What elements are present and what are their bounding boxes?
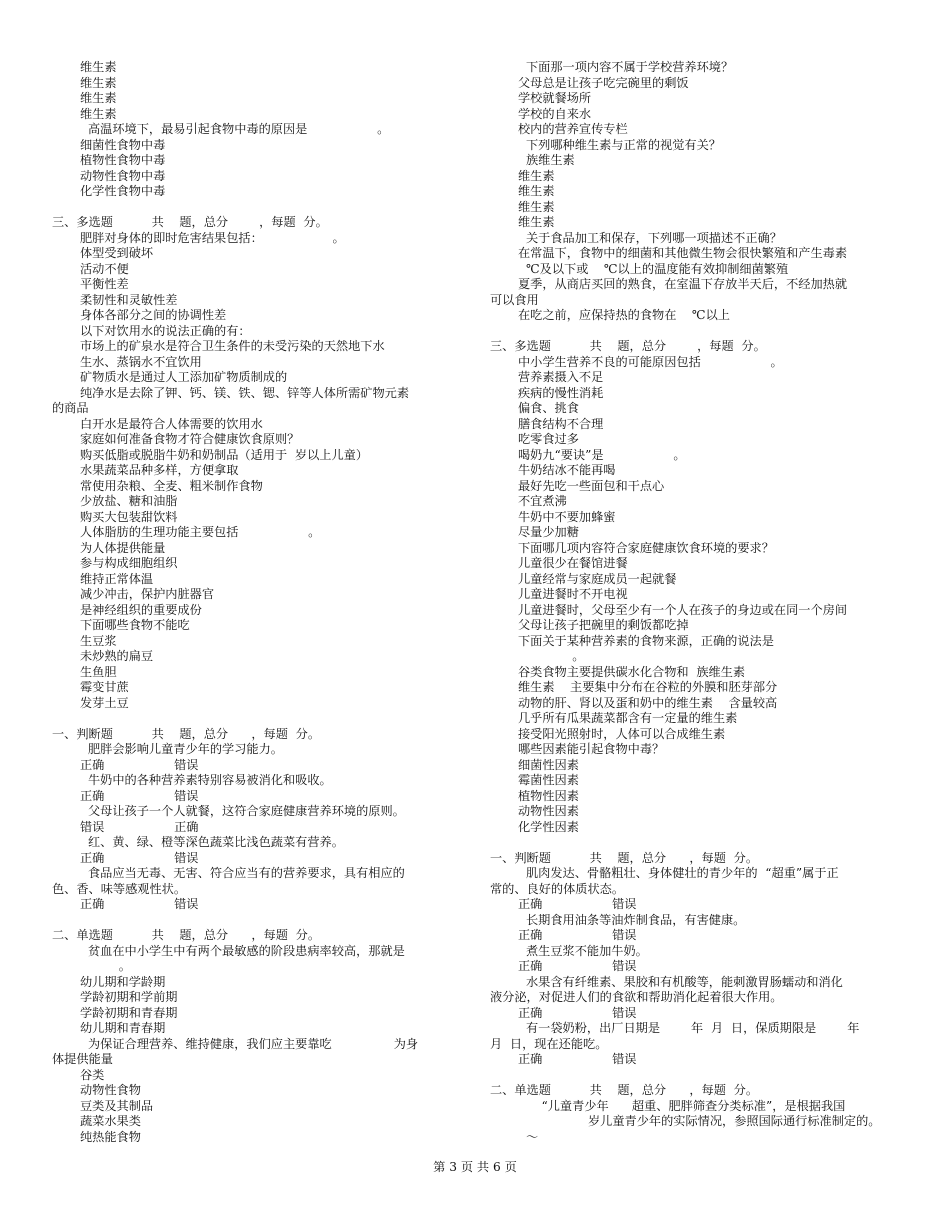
text-line: 平衡性差: [80, 277, 129, 291]
text-line: 体型受到破坏: [80, 246, 154, 260]
text-line: 家庭如何准备食物才符合健康饮食原则？: [80, 432, 300, 446]
text-line: 下面那一项内容不属于学校营养环境？: [526, 60, 734, 74]
text-line: 细菌性食物中毒: [80, 137, 166, 152]
text-line: 牛奶中的各种营养素特别容易被消化和吸收。: [88, 773, 332, 787]
text-line: 。: [80, 959, 131, 973]
text-line: 柔韧性和灵敏性差: [80, 292, 178, 307]
text-line: 为人体提供能量: [80, 540, 166, 555]
text-line: 少放盐、糖和油脂: [80, 494, 178, 508]
right-column: [490, 60, 908, 1145]
text-line: 液分泌，对促进人们的食欲和帮助消化起着很大作用。: [490, 990, 783, 1004]
text-line: 维持正常体温: [80, 571, 154, 586]
text-line: 是神经组织的重要成份: [80, 602, 202, 617]
text-line: 发芽土豆: [80, 695, 129, 710]
text-line: 维生素: [518, 215, 555, 229]
text-line: 三、多选题 共 题，总分 ，每题 分。: [52, 215, 328, 229]
text-line: 正确 错误: [80, 788, 199, 803]
text-line: 学校就餐场所: [518, 91, 592, 105]
spacer: [490, 324, 908, 340]
text-line: 三、多选题 共 题，总分 ，每题 分。: [490, 339, 766, 353]
spacer: [52, 913, 470, 929]
text-line: 儿童很少在餐馆进餐: [518, 556, 628, 570]
text-line: 正确 错误: [80, 757, 199, 772]
text-line: 幼儿期和青春期: [80, 1021, 166, 1035]
text-line: 水果蔬菜品种多样，方便拿取: [80, 463, 239, 477]
text-line: 身体各部分之间的协调性差: [80, 308, 227, 322]
spacer: [490, 1068, 908, 1084]
text-line: 矿物质水是通过人工添加矿物质制成的: [80, 370, 288, 384]
text-line: 下面关于某种营养素的食物来源，正确的说法是: [518, 633, 774, 648]
text-line: 喝奶九“要诀”是 。: [518, 447, 686, 462]
text-line: 维生素: [518, 168, 555, 183]
text-line: 未炒熟的扁豆: [80, 649, 154, 663]
text-line: 霉菌性因素: [518, 773, 579, 787]
text-line: 幼儿期和学龄期: [80, 974, 166, 989]
text-line: 一、判断题 共 题，总分 ，每题 分。: [52, 726, 321, 741]
text-line: 正确 错误: [80, 850, 199, 865]
text-line: 校内的营养宣传专栏: [518, 122, 628, 136]
text-line: 错误 正确: [80, 819, 199, 834]
text-line: 。: [518, 649, 585, 663]
text-line: 营养素摄入不足: [518, 370, 604, 384]
text-line: 有一袋奶粉，出厂日期是 年 月 日，保质期限是 年: [526, 1021, 860, 1035]
text-line: 中小学生营养不良的可能原因包括 。: [518, 354, 783, 369]
text-line: 为保证合理营养、维持健康，我们应主要靠吃 为身: [88, 1036, 419, 1051]
text-line: 学龄初期和学前期: [80, 990, 178, 1004]
text-line: 正确 错误: [518, 1052, 637, 1066]
text-line: 尽量少加糖: [518, 525, 579, 539]
text-line: 学校的自来水: [518, 106, 592, 121]
text-line: 动物性食物中毒: [80, 168, 166, 183]
page-footer: 第 3 页 共 6 页: [433, 1160, 517, 1174]
text-line: 维生素: [518, 184, 555, 198]
text-line: 肥胖会影响儿童青少年的学习能力。: [88, 742, 283, 756]
text-line: 肥胖对身体的即时危害结果包括： 。: [80, 230, 345, 245]
text-line: 食品应当无毒、无害、符合应当有的营养要求，具有相应的: [88, 866, 405, 880]
text-line: 细菌性因素: [518, 757, 579, 772]
text-line: 维生素: [80, 106, 117, 121]
text-line: 减少冲击，保护内脏器官: [80, 587, 215, 601]
text-line: 植物性因素: [518, 788, 579, 803]
text-line: 购买低脂或脱脂牛奶和奶制品（适用于 岁以上儿童）: [80, 447, 369, 462]
text-line: 高温环境下，最易引起食物中毒的原因是 。: [88, 122, 390, 136]
text-line: 生水、蒸锅水不宜饮用: [80, 354, 202, 369]
text-line: 肌肉发达、骨骼粗壮、身体健壮的青少年的 “超重”属于正: [526, 866, 839, 880]
spacer: [490, 835, 908, 851]
text-line: 市场上的矿泉水是符合卫生条件的未受污染的天然地下水: [80, 339, 385, 353]
text-line: 人体脂肪的生理功能主要包括 。: [80, 525, 321, 539]
text-line: 活动不便: [80, 261, 129, 276]
text-line: 水果含有纤维素、果胶和有机酸等，能刺激胃肠蠕动和消化: [526, 974, 843, 989]
text-line: 长期食用油条等油炸制食品，有害健康。: [526, 912, 746, 927]
text-line: 生豆浆: [80, 633, 117, 648]
text-line: 维生素: [80, 75, 117, 90]
text-line: 常的、良好的体质状态。: [490, 881, 625, 896]
text-line: “儿童青少年 超重、肥胖筛查分类标准”，是根据我国: [526, 1098, 846, 1113]
text-line: 下列哪种维生素与正常的视觉有关？: [526, 137, 721, 152]
text-line: 蔬菜水果类: [80, 1114, 141, 1128]
text-line: ～: [526, 1129, 539, 1144]
text-line: 在常温下，食物中的细菌和其他微生物会很快繁殖和产生毒素: [518, 246, 848, 260]
text-line: 关于食品加工和保存，下列哪一项描述不正确？: [526, 230, 782, 245]
text-line: 纯净水是去除了钾、钙、镁、铁、锶、锌等人体所需矿物元素: [80, 385, 410, 400]
text-line: 哪些因素能引起食物中毒？: [518, 742, 665, 756]
text-line: 儿童进餐时不开电视: [518, 587, 628, 601]
text-line: 偏食、挑食: [518, 401, 579, 415]
text-line: ℃及以下或 ℃以上的温度能有效抑制细菌繁殖: [526, 261, 789, 276]
spacer: [52, 200, 470, 216]
text-line: 二、单选题 共 题，总分 ，每题 分。: [490, 1083, 759, 1097]
text-line: 不宜煮沸: [518, 494, 567, 508]
text-line: 煮生豆浆不能加牛奶。: [526, 943, 648, 958]
text-line: 维生素 主要集中分布在谷粒的外膜和胚芽部分: [518, 680, 778, 694]
text-line: 岁儿童青少年的实际情况，参照国际通行标准制定的。: [526, 1114, 881, 1128]
text-line: 动物性食物: [80, 1083, 141, 1097]
spacer: [52, 711, 470, 727]
text-line: 色、香、味等感观性状。: [52, 881, 187, 896]
text-line: 的商品: [52, 401, 89, 415]
text-line: 参与构成细胞组织: [80, 556, 178, 570]
text-line: 以下对饮用水的说法正确的有：: [80, 323, 251, 338]
text-line: 可以食用: [490, 292, 539, 307]
text-line: 正确 错误: [518, 959, 637, 973]
text-line: 月 日，现在还能吃。: [490, 1036, 608, 1051]
text-line: 几乎所有瓜果蔬菜都含有一定量的维生素: [518, 711, 738, 725]
text-line: 豆类及其制品: [80, 1098, 154, 1113]
text-line: 儿童进餐时，父母至少有一个人在孩子的身边或在同一个房间: [518, 602, 848, 617]
text-line: 纯热能食物: [80, 1129, 141, 1144]
left-column: [52, 60, 470, 1145]
text-line: 正确 错误: [518, 897, 637, 911]
text-line: 父母让孩子把碗里的剩饭都吃掉: [518, 618, 689, 632]
text-line: 族维生素: [526, 153, 575, 167]
text-line: 一、判断题 共 题，总分 ，每题 分。: [490, 850, 759, 865]
text-line: 接受阳光照射时，人体可以合成维生素: [518, 726, 726, 741]
text-line: 动物性因素: [518, 804, 579, 818]
text-line: 疾病的慢性消耗: [518, 385, 604, 400]
text-line: 牛奶结冰不能再喝: [518, 463, 616, 477]
text-line: 膳食结构不合理: [518, 416, 604, 431]
text-line: 下面哪几项内容符合家庭健康饮食环境的要求？: [518, 540, 774, 555]
text-line: 霉变甘蔗: [80, 680, 129, 694]
text-line: 下面哪些食物不能吃: [80, 618, 190, 632]
text-line: 化学性因素: [518, 819, 579, 834]
text-line: 维生素: [80, 91, 117, 105]
text-line: 谷类食物主要提供碳水化合物和 族维生素: [518, 664, 746, 679]
text-line: 牛奶中不要加蜂蜜: [518, 509, 616, 524]
text-line: 在吃之前，应保持热的食物在 ℃以上: [518, 308, 730, 322]
text-line: 正确 错误: [80, 897, 199, 911]
text-line: 红、黄、绿、橙等深色蔬菜比浅色蔬菜有营养。: [88, 835, 344, 849]
text-line: 常使用杂粮、全麦、粗米制作食物: [80, 478, 263, 493]
text-line: 白开水是最符合人体需要的饮用水: [80, 416, 263, 431]
text-line: 最好先吃一些面包和干点心: [518, 478, 665, 493]
text-line: 父母总是让孩子吃完碗里的剩饭: [518, 75, 689, 90]
text-line: 体提供能量: [52, 1052, 113, 1066]
text-line: 吃零食过多: [518, 432, 579, 446]
text-line: 植物性食物中毒: [80, 153, 166, 167]
text-line: 父母让孩子一个人就餐，这符合家庭健康营养环境的原则。: [88, 804, 405, 818]
text-line: 谷类: [80, 1067, 105, 1082]
text-line: 维生素: [80, 60, 117, 74]
text-line: 正确 错误: [518, 1005, 637, 1020]
text-line: 二、单选题 共 题，总分 ，每题 分。: [52, 928, 321, 942]
text-line: 夏季，从商店买回的熟食，在室温下存放半天后，不经加热就: [518, 277, 848, 291]
text-line: 维生素: [518, 199, 555, 214]
text-line: 生鱼胆: [80, 664, 117, 679]
text-line: 正确 错误: [518, 928, 637, 942]
text-line: 动物的肝、肾以及蛋和奶中的维生素 含量较高: [518, 695, 778, 710]
text-line: 学龄初期和青春期: [80, 1005, 178, 1020]
text-line: 化学性食物中毒: [80, 184, 166, 198]
text-line: 购买大包装甜饮料: [80, 509, 178, 524]
text-line: 儿童经常与家庭成员一起就餐: [518, 571, 677, 586]
text-line: 贫血在中小学生中有两个最敏感的阶段患病率较高，那就是: [88, 943, 405, 958]
